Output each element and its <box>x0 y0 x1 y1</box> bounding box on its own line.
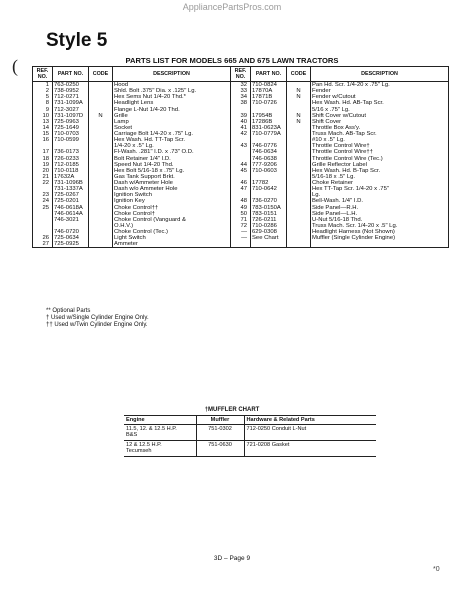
left-desc-cell: Ignition Switch <box>113 192 231 198</box>
muffler-chart-table <box>124 415 376 457</box>
right-part-cell: 746-0776 <box>251 143 287 149</box>
left-desc-cell: Ammeter <box>113 241 231 248</box>
right-desc-cell: #10 x .5" Lg. <box>311 137 449 143</box>
left-desc-cell: Flange L-Nut 1/4-20 Thd. <box>113 107 231 113</box>
left-ref-cell: 20 <box>33 168 53 174</box>
right-part-cell: 710-0779A <box>251 131 287 137</box>
right-part-cell: 777-9206 <box>251 162 287 168</box>
left-part-cell: 725-1649 <box>53 125 89 131</box>
muffler-row <box>124 425 376 441</box>
left-desc-cell: Dash w/o Ammeter Hole <box>113 186 231 192</box>
left-part-cell: 746-0618A <box>53 205 89 211</box>
right-ref-cell: 38 <box>231 100 251 106</box>
page-number: 3D – Page 9 <box>213 555 251 562</box>
engine-line: Tecumseh <box>126 448 152 455</box>
right-ref-cell: 41 <box>231 125 251 131</box>
left-desc-cell: Hex Sems Nut 1/4-20 Thd.* <box>113 94 231 100</box>
right-code-cell: N <box>287 88 311 94</box>
left-part-cell: 725-0201 <box>53 198 89 204</box>
muffler-header-row <box>124 416 376 425</box>
right-code-cell <box>287 241 311 248</box>
right-part-cell: 746-0638 <box>251 156 287 162</box>
left-part-cell: 731-1337A <box>53 186 89 192</box>
right-ref-cell: 32 <box>231 82 251 89</box>
parts-table-body <box>33 82 449 248</box>
right-ref-cell <box>231 241 251 248</box>
right-part-cell: 783-0150A <box>251 205 287 211</box>
left-ref-cell: 16 <box>33 137 53 143</box>
left-part-cell: 710-0118 <box>53 168 89 174</box>
left-part-cell: 746-3021 <box>53 217 89 223</box>
right-desc-cell: Throttle Control Wire†† <box>311 149 449 155</box>
left-part-cell: 725-0634 <box>53 235 89 241</box>
left-desc-cell: Choke Control† <box>113 211 231 217</box>
right-part-cell: 736-0270 <box>251 198 287 204</box>
right-desc-cell: Side Panel—R.H. <box>311 205 449 211</box>
muffler-row <box>124 440 376 456</box>
engine-line: 11.5, 12. & 12.5 H.P. <box>126 426 177 432</box>
left-desc-cell: O.H.V.) <box>113 223 231 229</box>
right-ref-cell: 45 <box>231 168 251 174</box>
left-ref-cell: 23 <box>33 192 53 198</box>
left-part-cell: 731-1097D <box>53 113 89 119</box>
left-part-cell: 710-0703 <box>53 131 89 137</box>
right-desc-cell: Lg. <box>311 192 449 198</box>
left-part-cell: 746-0614A <box>53 211 89 217</box>
left-desc-cell: Choke Control†† <box>113 205 231 211</box>
left-desc-cell: Choke Control (Tec.) <box>113 229 231 235</box>
left-ref-cell: 5 <box>33 94 53 100</box>
left-ref-cell: 27 <box>33 241 53 248</box>
right-desc-cell: Throttle Control Wire (Tec.) <box>311 156 449 162</box>
left-code-cell: N <box>89 113 113 119</box>
right-part-cell: 746-0634 <box>251 149 287 155</box>
engine-cell <box>124 425 196 441</box>
left-ref-cell: 9 <box>33 107 53 113</box>
left-desc-cell: Lamp <box>113 119 231 125</box>
left-ref-cell: 15 <box>33 131 53 137</box>
left-desc-cell: Grille <box>113 113 231 119</box>
right-ref-cell: 47 <box>231 186 251 192</box>
right-part-cell: See Chart <box>251 235 287 241</box>
right-ref-cell: — <box>231 229 251 235</box>
right-desc-cell: Hex Wash. Hd. AB-Tap Scr. <box>311 100 449 106</box>
right-part-cell: 17954B <box>251 113 287 119</box>
left-desc-cell: 1/4-20 x .5" Lg. <box>113 143 231 149</box>
left-desc-cell: Dash w/Ammeter Hole <box>113 180 231 186</box>
left-ref-cell: 19 <box>33 162 53 168</box>
left-ref-cell: 26 <box>33 235 53 241</box>
left-desc-cell: Hood <box>113 82 231 89</box>
right-part-cell: 17782 <box>251 180 287 186</box>
part-header: PART NO. <box>251 67 287 82</box>
right-desc-cell: Headlight Harness (Not Shown) <box>311 229 449 235</box>
right-ref-cell: 72 <box>231 223 251 229</box>
right-part-cell: 783-0151 <box>251 211 287 217</box>
left-desc-cell: Speed Nut 1/4-20 Thd. <box>113 162 231 168</box>
left-ref-cell: 8 <box>33 100 53 106</box>
right-part-cell: 831-0623A <box>251 125 287 131</box>
right-ref-cell: 48 <box>231 198 251 204</box>
right-part-cell: 17870A <box>251 88 287 94</box>
right-ref-cell: 34 <box>231 94 251 100</box>
right-ref-cell: 39 <box>231 113 251 119</box>
description-header: DESCRIPTION <box>311 67 449 82</box>
right-desc-cell: Throttle Control Wire† <box>311 143 449 149</box>
left-desc-cell: Bolt Retainer 1/4" I.D. <box>113 156 231 162</box>
right-part-cell: 726-0211 <box>251 217 287 223</box>
left-desc-cell: Choke Control (Vanguard & <box>113 217 231 223</box>
right-desc-cell: Muffler (Single Cylinder Engine) <box>311 235 449 241</box>
left-desc-cell: Ignition Key <box>113 198 231 204</box>
left-ref-cell: 24 <box>33 198 53 204</box>
right-ref-cell: 42 <box>231 131 251 137</box>
muffler-part-cell: 751-0302 <box>196 425 244 441</box>
muffler-part-cell: 751-0630 <box>196 440 244 456</box>
left-ref-cell: 17 <box>33 149 53 155</box>
right-desc-cell: Side Panel—L.H. <box>311 211 449 217</box>
left-ref-cell: 1 <box>33 82 53 89</box>
ref-header: REF. NO. <box>231 67 251 82</box>
left-ref-cell: 2 <box>33 88 53 94</box>
left-part-cell: 731-1099A <box>53 100 89 106</box>
code-header: CODE <box>89 67 113 82</box>
left-part-cell: 712-3027 <box>53 107 89 113</box>
parts-table <box>32 66 449 248</box>
right-ref-cell: 50 <box>231 211 251 217</box>
left-part-cell: 725-0963 <box>53 119 89 125</box>
left-ref-cell: 13 <box>33 119 53 125</box>
right-part-cell: 710-0603 <box>251 168 287 174</box>
footnotes <box>46 308 149 329</box>
left-desc-cell: Socket <box>113 125 231 131</box>
left-ref-cell: 18 <box>33 156 53 162</box>
right-desc-cell: Truss Mach. Scr. 1/4-20 x .5" Lg. <box>311 223 449 229</box>
table-row <box>33 82 449 89</box>
left-ref-cell: 10 <box>33 113 53 119</box>
right-code-cell <box>287 82 311 89</box>
left-ref-cell: 14 <box>33 125 53 131</box>
right-desc-cell: 5/16-18 x .5" Lg. <box>311 174 449 180</box>
left-part-cell: 763-0250 <box>53 82 89 89</box>
engine-line: 12 & 12.5 H.P. <box>126 441 162 448</box>
parts-table-header <box>33 67 449 82</box>
left-part-cell: 738-0952 <box>53 88 89 94</box>
right-ref-cell: 71 <box>231 217 251 223</box>
part-header: PART NO. <box>53 67 89 82</box>
hardware-header: Hardware & Related Parts <box>244 416 376 425</box>
left-part-cell: 17632A <box>53 174 89 180</box>
right-desc-cell: Hex Wash. Hd. B-Tap Scr. <box>311 168 449 174</box>
engine-header: Engine <box>124 416 196 425</box>
right-code-cell: N <box>287 119 311 125</box>
left-part-cell: 726-0233 <box>53 156 89 162</box>
right-desc-cell: Grille Reflector Label <box>311 162 449 168</box>
left-part-cell: 725-0925 <box>53 241 89 248</box>
right-part-cell: 710-0726 <box>251 100 287 106</box>
right-ref-cell: 46 <box>231 180 251 186</box>
left-part-cell: 731-1096B <box>53 180 89 186</box>
right-desc-cell: Fender <box>311 88 449 94</box>
left-ref-cell: 25 <box>33 205 53 211</box>
left-part-cell: 736-0173 <box>53 149 89 155</box>
right-code-cell: N <box>287 113 311 119</box>
left-part-cell: 712-0271 <box>53 94 89 100</box>
description-header: DESCRIPTION <box>113 67 231 82</box>
right-part-cell: 710-0824 <box>251 82 287 89</box>
right-ref-cell: 49 <box>231 205 251 211</box>
right-code-cell: N <box>287 94 311 100</box>
left-code-cell <box>89 82 113 89</box>
left-code-cell <box>89 241 113 248</box>
ref-header: REF. NO. <box>33 67 53 82</box>
engine-line: B&S <box>126 432 138 439</box>
right-desc-cell: Hex TT-Tap Scr. 1/4-20 x .75" <box>311 186 449 192</box>
right-desc-cell: Fender w/Cutout <box>311 94 449 100</box>
left-desc-cell: Headlight Lens <box>113 100 231 106</box>
right-desc-cell: 5/16 x .75" Lg. <box>311 107 449 113</box>
left-desc-cell: Gas Tank Support Brkt. <box>113 174 231 180</box>
right-desc-cell: Throttle Box Ass'y. <box>311 125 449 131</box>
style-title: Style 5 <box>46 30 108 51</box>
table-row <box>33 241 449 248</box>
right-ref-cell: 33 <box>231 88 251 94</box>
footnote: ** Optional Parts <box>46 308 91 314</box>
left-desc-cell: Shld. Bolt .375" Dia. x .125" Lg. <box>113 88 231 94</box>
footnote: † Used w/Single Cylinder Engine Only. <box>46 315 149 321</box>
right-desc-cell: U-Nut 5/16-18 Thd. <box>311 217 449 223</box>
right-ref-cell: 43 <box>231 143 251 149</box>
right-desc-cell: Truss Mach. AB-Tap Scr. <box>311 131 449 137</box>
left-desc-cell: Carriage Bolt 1/4-20 x .75" Lg. <box>113 131 231 137</box>
hardware-cell: 712-0250 Conduit L-Nut <box>244 425 376 441</box>
left-ref-cell: 22 <box>33 180 53 186</box>
margin-mark: ( <box>12 56 18 76</box>
left-desc-cell: Hex Bolt 5/16-18 x .75" Lg. <box>113 168 231 174</box>
left-part-cell: 746-0720 <box>53 229 89 235</box>
right-desc-cell: Shift Cover <box>311 119 449 125</box>
right-part-cell: 710-0642 <box>251 186 287 192</box>
footnote: †† Used w/Twin Cylinder Engine Only. <box>46 322 148 328</box>
right-part-cell: 710-0286 <box>251 223 287 229</box>
corner-mark: *0 <box>433 566 440 573</box>
right-desc-cell: Pan Hd. Scr. 1/4-20 x .75" Lg. <box>311 82 449 89</box>
right-ref-cell: 44 <box>231 162 251 168</box>
left-desc-cell: Fl-Wash. .281" I.D. x .73" O.D. <box>113 149 231 155</box>
right-part-cell <box>251 241 287 248</box>
muffler-chart-title: †MUFFLER CHART <box>204 407 260 413</box>
right-desc-cell: Bell-Wash. 1/4" I.D. <box>311 198 449 204</box>
code-header: CODE <box>287 67 311 82</box>
right-part-cell: 17286B <box>251 119 287 125</box>
left-part-cell: 712-0185 <box>53 162 89 168</box>
left-ref-cell: 21 <box>33 174 53 180</box>
left-desc-cell: Hex Wash. Hd. TT-Tap Scr. <box>113 137 231 143</box>
left-part-cell: 710-0599 <box>53 137 89 143</box>
hardware-cell: 721-0208 Gasket <box>244 440 376 456</box>
left-part-cell: 725-0267 <box>53 192 89 198</box>
right-ref-cell: — <box>231 235 251 241</box>
right-desc-cell <box>311 241 449 248</box>
right-part-cell: 17871B <box>251 94 287 100</box>
right-desc-cell: Choke Retainer <box>311 180 449 186</box>
parts-list-title: PARTS LIST FOR MODELS 665 AND 675 LAWN TRACTORS <box>125 56 339 65</box>
right-desc-cell: Shift Cover w/Cutout <box>311 113 449 119</box>
left-desc-cell: Light Switch <box>113 235 231 241</box>
engine-cell <box>124 440 196 456</box>
muffler-header: Muffler <box>196 416 244 425</box>
right-ref-cell: 40 <box>231 119 251 125</box>
right-part-cell: 629-0308 <box>251 229 287 235</box>
site-watermark: AppliancePartsPros.com <box>182 2 282 12</box>
